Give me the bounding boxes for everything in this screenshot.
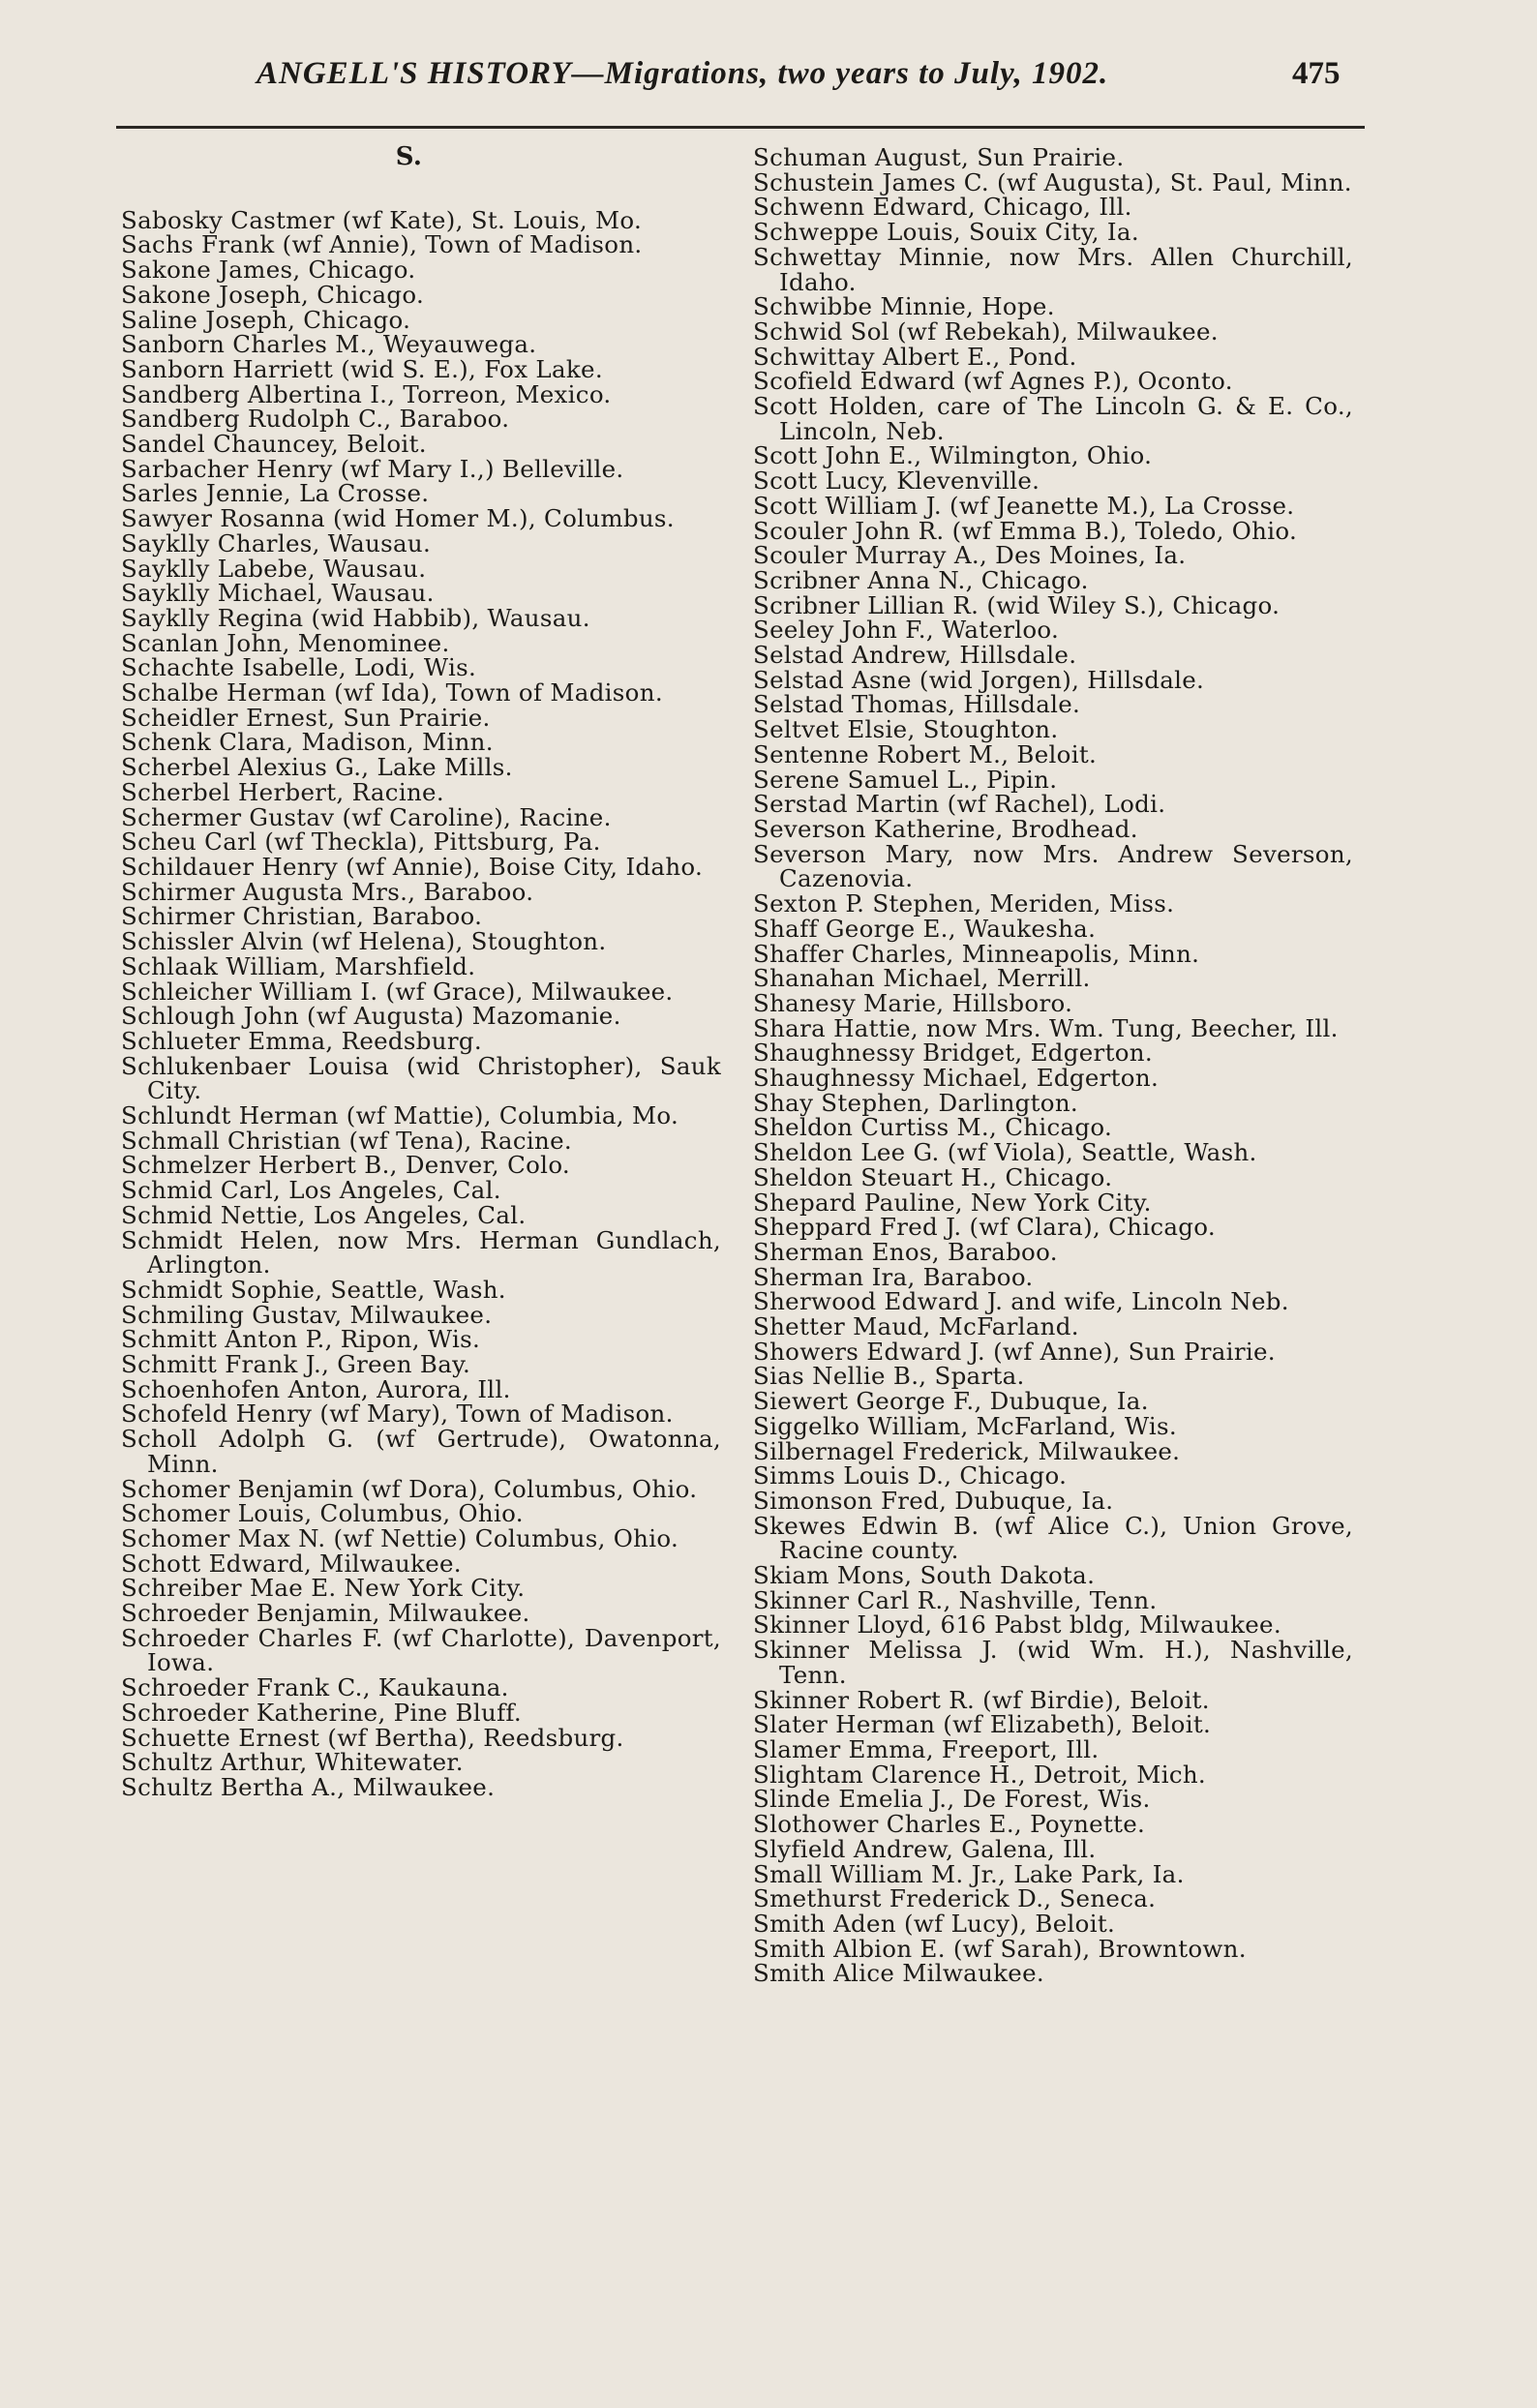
directory-entry: Sabosky Castmer (wf Kate), St. Louis, Mo. bbox=[121, 205, 643, 234]
directory-entry: Sherman Ira, Baraboo. bbox=[753, 1262, 1034, 1291]
directory-entry: Schultz Arthur, Whitewater. bbox=[121, 1748, 464, 1777]
directory-entry: Scott John E., Wilmington, Ohio. bbox=[753, 441, 1153, 470]
directory-entry: Sandberg Albertina I., Torreon, Mexico. bbox=[121, 379, 612, 408]
directory-entry: Schlough John (wf Augusta) Mazomanie. bbox=[121, 1002, 621, 1031]
directory-entry: Shanahan Michael, Merrill. bbox=[753, 964, 1091, 993]
directory-entry: Slothower Charles E., Poynette. bbox=[753, 1810, 1146, 1839]
directory-entry: Scanlan John, Menominee. bbox=[121, 628, 450, 657]
directory-entry: Skinner Carl R., Nashville, Tenn. bbox=[753, 1585, 1158, 1614]
directory-entry: Schachte Isabelle, Lodi, Wis. bbox=[121, 653, 477, 682]
directory-entry: Schustein James C. (wf Augusta), St. Paul, Minn. bbox=[753, 167, 1352, 196]
directory-entry: Schwettay Minnie, now Mrs. Allen Churchill, Idaho. bbox=[753, 242, 1353, 296]
directory-entry: Skiam Mons, South Dakota. bbox=[753, 1561, 1096, 1590]
directory-entry: Shaughnessy Bridget, Edgerton. bbox=[753, 1038, 1153, 1068]
directory-entry: Shanesy Marie, Hillsboro. bbox=[753, 988, 1073, 1017]
directory-entry: Scott Lucy, Klevenville. bbox=[753, 467, 1040, 496]
directory-entry: Sandel Chauncey, Beloit. bbox=[121, 430, 427, 459]
section-letter: S. bbox=[395, 142, 423, 171]
directory-entry: Schofeld Henry (wf Mary), Town of Madison. bbox=[121, 1400, 674, 1429]
directory-entry: Schmiling Gustav, Milwaukee. bbox=[121, 1300, 493, 1329]
directory-entry: Severson Katherine, Brodhead. bbox=[753, 814, 1138, 843]
directory-entry: Schott Edward, Milwaukee. bbox=[121, 1549, 462, 1578]
directory-entry: Slamer Emma, Freeport, Ill. bbox=[753, 1735, 1100, 1763]
directory-entry: Schmall Christian (wf Tena), Racine. bbox=[121, 1126, 572, 1155]
directory-entry: Scofield Edward (wf Agnes P.), Oconto. bbox=[753, 367, 1233, 396]
directory-entry: Smith Alice Milwaukee. bbox=[753, 1959, 1044, 1988]
directory-entry: Schomer Benjamin (wf Dora), Columbus, Ohio. bbox=[121, 1474, 698, 1503]
directory-entry: Schoenhofen Anton, Aurora, Ill. bbox=[121, 1374, 511, 1403]
directory-entry: Simonson Fred, Dubuque, Ia. bbox=[753, 1486, 1114, 1515]
directory-entry: Skewes Edwin B. (wf Alice C.), Union Grove, Racine county. bbox=[753, 1511, 1353, 1565]
directory-entry: Schirmer Augusta Mrs., Baraboo. bbox=[121, 877, 534, 906]
directory-entry: Schissler Alvin (wf Helena), Stoughton. bbox=[121, 927, 607, 956]
directory-entry: Scheu Carl (wf Theckla), Pittsburg, Pa. bbox=[121, 828, 601, 857]
directory-entry: Shaffer Charles, Minneapolis, Minn. bbox=[753, 939, 1200, 968]
directory-entry: Sheldon Steuart H., Chicago. bbox=[753, 1162, 1113, 1191]
directory-entry: Schenk Clara, Madison, Minn. bbox=[121, 728, 494, 757]
directory-entry: Scott William J. (wf Jeanette M.), La Crosse. bbox=[753, 491, 1295, 520]
directory-entry: Schmidt Helen, now Mrs. Herman Gundlach, Arlington. bbox=[121, 1225, 721, 1279]
directory-entry: Sayklly Michael, Wausau. bbox=[121, 579, 435, 608]
directory-entry: Shaughnessy Michael, Edgerton. bbox=[753, 1064, 1160, 1093]
directory-entry: Smethurst Frederick D., Seneca. bbox=[753, 1884, 1157, 1913]
directory-entry: Smith Albion E. (wf Sarah), Browntown. bbox=[753, 1934, 1247, 1963]
directory-entry: Sheldon Curtiss M., Chicago. bbox=[753, 1113, 1113, 1142]
directory-entry: Schroeder Charles F. (wf Charlotte), Davenport, Iowa. bbox=[121, 1623, 721, 1677]
directory-entry: Sarles Jennie, La Crosse. bbox=[121, 479, 430, 508]
directory-entry: Slyfield Andrew, Galena, Ill. bbox=[753, 1834, 1097, 1863]
directory-entry: Schlundt Herman (wf Mattie), Columbia, Mo. bbox=[121, 1101, 679, 1130]
directory-entry: Severson Mary, now Mrs. Andrew Severson, Cazenovia. bbox=[753, 839, 1353, 893]
directory-entry: Showers Edward J. (wf Anne), Sun Prairie. bbox=[753, 1337, 1276, 1366]
directory-entry: Sarbacher Henry (wf Mary I.,) Belleville. bbox=[121, 454, 624, 483]
directory-entry: Scherbel Alexius G., Lake Mills. bbox=[121, 753, 513, 782]
directory-entry: Scouler John R. (wf Emma B.), Toledo, Ohio. bbox=[753, 516, 1298, 545]
directory-entry: Schweppe Louis, Souix City, Ia. bbox=[753, 218, 1139, 247]
directory-entry: Selstad Thomas, Hillsdale. bbox=[753, 690, 1081, 719]
directory-entry: Sanborn Harriett (wid S. E.), Fox Lake. bbox=[121, 354, 603, 383]
directory-entry: Shay Stephen, Darlington. bbox=[753, 1088, 1079, 1117]
directory-entry: Schroeder Benjamin, Milwaukee. bbox=[121, 1599, 530, 1628]
directory-entry: Schultz Bertha A., Milwaukee. bbox=[121, 1773, 496, 1801]
directory-entry: Selstad Andrew, Hillsdale. bbox=[753, 641, 1077, 670]
directory-entry: Schmidt Sophie, Seattle, Wash. bbox=[121, 1275, 506, 1304]
directory-entry: Scherbel Herbert, Racine. bbox=[121, 777, 444, 806]
directory-entry: Schermer Gustav (wf Caroline), Racine. bbox=[121, 802, 612, 831]
directory-entry: Sherwood Edward J. and wife, Lincoln Neb. bbox=[753, 1287, 1289, 1316]
directory-entry: Seltvet Elsie, Stoughton. bbox=[753, 715, 1059, 744]
directory-entry: Schwibbe Minnie, Hope. bbox=[753, 292, 1055, 321]
directory-entry: Schuman August, Sun Prairie. bbox=[753, 143, 1125, 171]
directory-entry: Serene Samuel L., Pipin. bbox=[753, 765, 1058, 794]
directory-entry: Schomer Louis, Columbus, Ohio. bbox=[121, 1499, 524, 1528]
directory-entry: Schirmer Christian, Baraboo. bbox=[121, 902, 483, 931]
right-column bbox=[753, 145, 1353, 1986]
directory-entry: Serstad Martin (wf Rachel), Lodi. bbox=[753, 790, 1166, 819]
directory-entry: Schlukenbaer Louisa (wid Christopher), Sauk City. bbox=[121, 1051, 721, 1105]
directory-entry: Scouler Murray A., Des Moines, Ia. bbox=[753, 541, 1187, 570]
directory-entry: Skinner Melissa J. (wid Wm. H.), Nashville, Tenn. bbox=[753, 1636, 1353, 1689]
directory-entry: Scheidler Ernest, Sun Prairie. bbox=[121, 703, 491, 732]
directory-entry: Sakone James, Chicago. bbox=[121, 256, 416, 285]
directory-entry: Shaff George E., Waukesha. bbox=[753, 914, 1097, 943]
directory-entry: Schildauer Henry (wf Annie), Boise City, Idaho. bbox=[121, 852, 704, 881]
directory-entry: Schmid Nettie, Los Angeles, Cal. bbox=[121, 1200, 527, 1229]
directory-entry: Scribner Lillian R. (wid Wiley S.), Chicago. bbox=[753, 590, 1281, 619]
directory-entry: Schomer Max N. (wf Nettie) Columbus, Ohio. bbox=[121, 1523, 679, 1552]
directory-entry: Seeley John F., Waterloo. bbox=[753, 616, 1060, 645]
directory-entry: Schroeder Katherine, Pine Bluff. bbox=[121, 1698, 523, 1727]
directory-entry: Schwid Sol (wf Rebekah), Milwaukee. bbox=[753, 316, 1219, 346]
left-column bbox=[121, 142, 721, 1801]
directory-entry: Slater Herman (wf Elizabeth), Beloit. bbox=[753, 1710, 1212, 1739]
directory-entry: Sanborn Charles M., Weyauwega. bbox=[121, 330, 537, 359]
directory-entry: Scott Holden, care of The Lincoln G. & E. Co., Lincoln, Neb. bbox=[753, 392, 1353, 445]
directory-entry: Simms Louis D., Chicago. bbox=[753, 1461, 1068, 1490]
directory-entry: Schalbe Herman (wf Ida), Town of Madison. bbox=[121, 678, 663, 707]
directory-entry: Silbernagel Frederick, Milwaukee. bbox=[753, 1436, 1181, 1465]
directory-entry: Sayklly Regina (wid Habbib), Wausau. bbox=[121, 603, 590, 632]
directory-entry: Schwenn Edward, Chicago, Ill. bbox=[753, 193, 1132, 222]
directory-entry: Saline Joseph, Chicago. bbox=[121, 305, 411, 334]
directory-entry: Sherman Enos, Baraboo. bbox=[753, 1237, 1058, 1266]
running-header bbox=[116, 56, 1394, 114]
directory-entry: Sexton P. Stephen, Meriden, Miss. bbox=[753, 889, 1175, 918]
directory-entry: Skinner Robert R. (wf Birdie), Beloit. bbox=[753, 1685, 1210, 1714]
running-title: ANGELL'S HISTORY—Migrations, two years to July, 1902. bbox=[256, 56, 1109, 91]
directory-entry: Sandberg Rudolph C., Baraboo. bbox=[121, 405, 510, 434]
directory-entry: Schmitt Frank J., Green Bay. bbox=[121, 1350, 471, 1379]
directory-entry: Schmitt Anton P., Ripon, Wis. bbox=[121, 1325, 481, 1354]
directory-entry: Small William M. Jr., Lake Park, Ia. bbox=[753, 1859, 1185, 1888]
directory-entry: Sachs Frank (wf Annie), Town of Madison. bbox=[121, 230, 643, 259]
directory-entry: Scribner Anna N., Chicago. bbox=[753, 565, 1089, 594]
directory-entry: Siewert George F., Dubuque, Ia. bbox=[753, 1387, 1149, 1416]
directory-entry: Schlaak William, Marshfield. bbox=[121, 951, 476, 980]
directory-entry: Smith Aden (wf Lucy), Beloit. bbox=[753, 1909, 1116, 1938]
directory-entry: Sheldon Lee G. (wf Viola), Seattle, Wash. bbox=[753, 1138, 1257, 1167]
directory-entry: Shara Hattie, now Mrs. Wm. Tung, Beecher, Ill. bbox=[753, 1013, 1339, 1042]
directory-entry: Sakone Joseph, Chicago. bbox=[121, 280, 425, 309]
directory-entry: Schmelzer Herbert B., Denver, Colo. bbox=[121, 1151, 571, 1180]
directory-entry: Schroeder Frank C., Kaukauna. bbox=[121, 1673, 509, 1702]
directory-entry: Skinner Lloyd, 616 Pabst bldg, Milwaukee. bbox=[753, 1610, 1281, 1640]
header-rule bbox=[116, 126, 1365, 129]
directory-entry: Sias Nellie B., Sparta. bbox=[753, 1362, 1025, 1391]
directory-entry: Slightam Clarence H., Detroit, Mich. bbox=[753, 1760, 1207, 1789]
directory-entry: Selstad Asne (wid Jorgen), Hillsdale. bbox=[753, 665, 1205, 694]
directory-entry: Sentenne Robert M., Beloit. bbox=[753, 739, 1098, 768]
directory-entry: Sheppard Fred J. (wf Clara), Chicago. bbox=[753, 1213, 1216, 1242]
directory-entry: Schmid Carl, Los Angeles, Cal. bbox=[121, 1176, 501, 1205]
directory-entry: Schreiber Mae E. New York City. bbox=[121, 1574, 526, 1603]
directory-entry: Sayklly Charles, Wausau. bbox=[121, 528, 432, 557]
directory-entry: Schwittay Albert E., Pond. bbox=[753, 342, 1077, 371]
directory-entry: Scholl Adolph G. (wf Gertrude), Owatonna, Minn. bbox=[121, 1425, 721, 1478]
directory-entry: Schleicher William I. (wf Grace), Milwaukee. bbox=[121, 977, 674, 1006]
directory-entry: Schuette Ernest (wf Bertha), Reedsburg. bbox=[121, 1723, 624, 1752]
directory-entry: Shepard Pauline, New York City. bbox=[753, 1188, 1152, 1217]
directory-entry: Shetter Maud, McFarland. bbox=[753, 1312, 1079, 1341]
directory-entry: Schlueter Emma, Reedsburg. bbox=[121, 1026, 482, 1055]
page-number: 475 bbox=[1292, 56, 1341, 91]
directory-entry: Sawyer Rosanna (wid Homer M.), Columbus. bbox=[121, 504, 675, 533]
directory-entry: Slinde Emelia J., De Forest, Wis. bbox=[753, 1785, 1151, 1814]
directory-entry: Siggelko William, McFarland, Wis. bbox=[753, 1411, 1178, 1440]
directory-entry: Sayklly Labebe, Wausau. bbox=[121, 554, 427, 583]
